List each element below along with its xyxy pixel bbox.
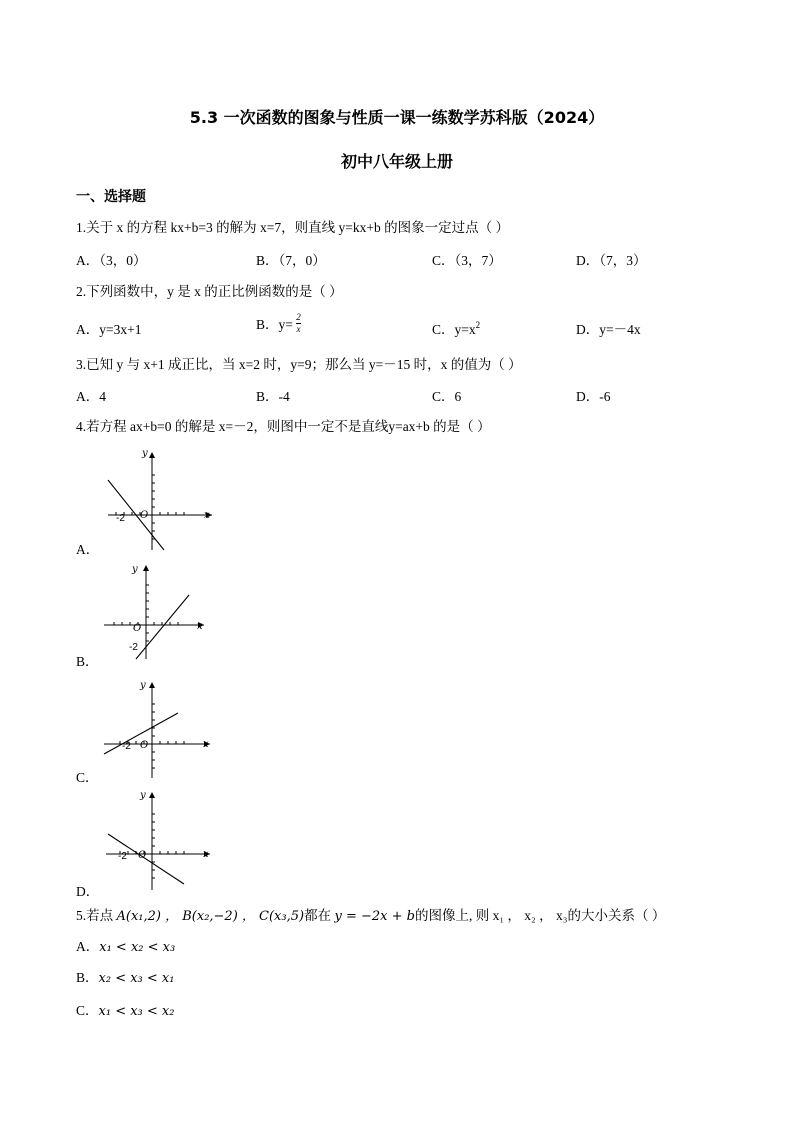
q5-stem-suffix: 的图像上, 则 x₁ ， x₂ ， x₃的大小关系（ ） [414, 908, 666, 923]
q3-option-b: B．-4 [256, 389, 290, 404]
q2-option-c-prefix: C．y=x [432, 322, 476, 337]
q4-graph-d [100, 788, 220, 892]
q4-graph-b [100, 563, 220, 663]
question-3-stem: 3.已知 y 与 x+1 成正比，当 x=2 时，y=9；那么当 y=－15 时，x 的值为（ ） [76, 357, 522, 372]
q2-option-d: D．y=－4x [576, 322, 641, 337]
graph-a-x-label: x [204, 510, 210, 521]
q2-option-b-prefix: B．y= [256, 317, 293, 332]
q2-option-c-exponent: 2 [475, 320, 481, 330]
q2-option-a: A．y=3x+1 [76, 322, 142, 337]
graph-a-tick-label: -2 [116, 513, 125, 524]
q4-option-c: C． [76, 770, 99, 785]
q4-graph-c [100, 678, 220, 780]
q5-option-b-text: x₂ < x₃ < x₁ [98, 971, 175, 986]
title-line-2: 初中八年级上册 [340, 152, 453, 171]
q1-option-a: A．（3，0） [76, 253, 147, 268]
q3-option-d: D．-6 [576, 389, 611, 404]
graph-b-origin-label: O [133, 623, 142, 634]
q5-option-a-label: A． [76, 939, 100, 954]
q2-option-b [256, 312, 301, 334]
q2-option-c [432, 318, 480, 338]
fraction-denominator: x [296, 324, 301, 334]
fraction-numerator: 2 [296, 312, 301, 322]
graph-c-y-label: y [140, 680, 146, 691]
q5-stem-function: y = −2x + b [334, 909, 415, 924]
section-heading: 一、选择题 [76, 189, 146, 205]
graph-a-y-label: y [142, 448, 148, 459]
graph-a-origin-label: O [140, 510, 149, 521]
q5-stem-mid: 都在 [304, 908, 335, 923]
q3-option-c: C．6 [432, 389, 462, 404]
question-5-stem [76, 904, 665, 924]
q5-option-b [76, 966, 174, 986]
graph-d-y-label: y [140, 790, 146, 801]
graph-c-x-label: x [203, 739, 209, 750]
question-2-stem: 2.下列函数中，y 是 x 的正比例函数的是（ ） [76, 284, 343, 299]
q3-option-a: A．4 [76, 389, 106, 404]
q5-option-c-label: C． [76, 1003, 99, 1018]
graph-c-origin-label: O [140, 740, 149, 751]
q4-graph-a [100, 448, 220, 553]
question-4-stem: 4.若方程 ax+b=0 的解是 x=－2，则图中一定不是直线y=ax+b 的是（ ） [76, 419, 491, 434]
graph-d-tick-label: -2 [118, 851, 127, 862]
q1-option-c: C．（3，7） [432, 253, 502, 268]
q2-option-b-fraction [296, 312, 301, 334]
question-1-stem: 1.关于 x 的方程 kx+b=3 的解为 x=7，则直线 y=kx+b 的图象一定过点（ ） [76, 220, 509, 235]
graph-d-origin-label: O [138, 850, 147, 861]
q5-stem-prefix: 5.若点 [76, 908, 117, 923]
q5-option-c-text: x₁ < x₃ < x₂ [98, 1004, 175, 1019]
title-line-1: 5.3 一次函数的图象与性质一课一练数学苏科版（2024） [189, 108, 605, 127]
q5-option-a-text: x₁ < x₂ < x₃ [99, 940, 176, 955]
q4-option-a: A． [76, 542, 100, 557]
graph-b-y-label: y [132, 564, 138, 575]
q4-option-b: B． [76, 654, 99, 669]
q5-option-c [76, 999, 174, 1019]
graph-b-x-label: x [197, 621, 203, 632]
q5-option-b-label: B． [76, 970, 99, 985]
q5-stem-points: A(x₁,2) ， B(x₂,−2) ， C(x₃,5) [116, 909, 305, 924]
graph-d-x-label: x [203, 849, 209, 860]
q5-option-a [76, 935, 175, 955]
graph-b-tick-label: -2 [129, 642, 138, 653]
q1-option-d: D．（7，3） [576, 253, 647, 268]
q4-option-d: D． [76, 884, 100, 899]
q1-option-b: B．（7，0） [256, 253, 326, 268]
graph-c-tick-label: -2 [122, 741, 131, 752]
